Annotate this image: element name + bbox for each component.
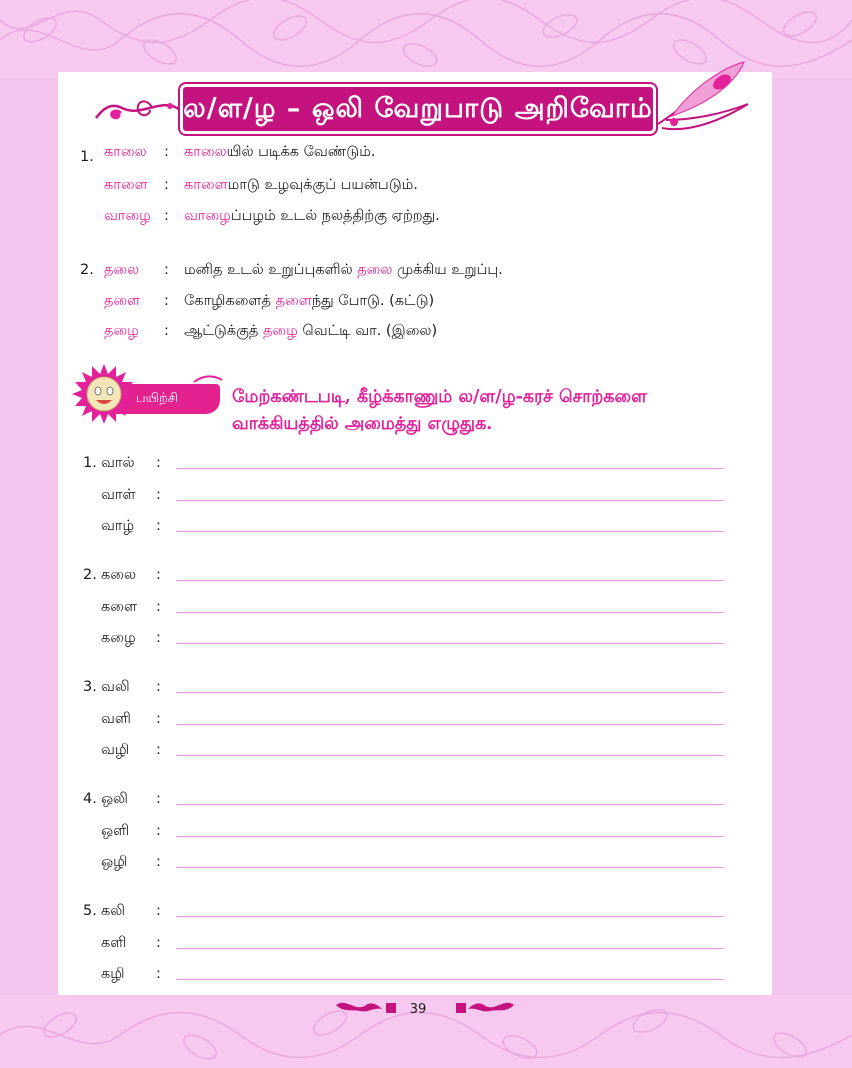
page-title: ல/ள/ழ – ஒலி வேறுபாடு அறிவோம் xyxy=(180,84,656,134)
example-word: காளை xyxy=(104,177,148,193)
highlight-word: தளை xyxy=(275,293,312,309)
exercise-word: கலை xyxy=(101,567,137,583)
example-sentence xyxy=(184,174,418,196)
example-colon: : xyxy=(164,262,169,278)
exercise-number: 1. xyxy=(83,455,97,471)
exercise-number: 5. xyxy=(83,903,97,919)
practice-label: பயிற்சி xyxy=(100,384,220,414)
title-banner xyxy=(92,80,752,136)
page-number: 39 xyxy=(409,1002,427,1017)
answer-line[interactable] xyxy=(176,916,724,917)
exercise-number: 3. xyxy=(83,679,97,695)
example-row xyxy=(104,259,503,281)
example-sentence xyxy=(184,290,434,312)
example-row xyxy=(104,205,440,227)
example-sentence xyxy=(184,141,375,163)
answer-line[interactable] xyxy=(176,804,724,805)
exercise-colon: : xyxy=(156,742,161,758)
example-sentence xyxy=(184,259,503,281)
exercise-word: கழை xyxy=(101,630,136,646)
sentence-rest: மாடு உழவுக்குப் பயன்படும். xyxy=(227,177,418,193)
answer-line[interactable] xyxy=(176,580,724,581)
answer-line[interactable] xyxy=(176,948,724,949)
answer-line[interactable] xyxy=(176,867,724,868)
practice-instruction xyxy=(232,384,742,438)
example-colon: : xyxy=(164,177,169,193)
exercise-colon: : xyxy=(156,630,161,646)
sentence-start: கோழிகளைத் xyxy=(184,293,276,309)
answer-line[interactable] xyxy=(176,755,724,756)
exercise-word: களை xyxy=(101,598,138,615)
instruction-line-2: வாக்கியத்தில் அமைத்து எழுதுக. xyxy=(232,414,493,434)
sentence-rest: ப்பழம் உடல் நலத்திற்கு ஏற்றது. xyxy=(230,208,440,224)
answer-line[interactable] xyxy=(176,468,724,469)
exercise-word: கலி xyxy=(101,903,126,919)
right-margin xyxy=(772,78,852,995)
exercise-word: வாள் xyxy=(101,486,136,503)
answer-line[interactable] xyxy=(176,612,724,613)
left-swirl-ornament xyxy=(92,88,182,128)
exercise-word: கழி xyxy=(101,966,125,982)
exercise-word: வாழ் xyxy=(101,518,135,534)
sentence-rest: யில் படிக்க வேண்டும். xyxy=(226,144,376,160)
answer-line[interactable] xyxy=(176,643,724,644)
exercise-word: வலி xyxy=(101,679,130,695)
example-colon: : xyxy=(164,144,169,160)
example-colon: : xyxy=(164,293,169,309)
exercise-word: ஒளி xyxy=(101,822,130,839)
sentence-rest: வெட்டி வா. (இலை) xyxy=(297,323,438,339)
sentence-rest: ந்து போடு. (கட்டு) xyxy=(311,293,435,309)
exercise-colon: : xyxy=(156,518,161,534)
example-sentence xyxy=(184,320,437,342)
exercise-word: ஒலி xyxy=(101,791,128,807)
answer-line[interactable] xyxy=(176,531,724,532)
exercise-number: 4. xyxy=(83,791,97,807)
example-word: தளை xyxy=(104,293,141,309)
sentence-rest: முக்கிய உறுப்பு. xyxy=(392,262,503,278)
exercise-colon: : xyxy=(156,854,161,870)
exercise-colon: : xyxy=(156,567,161,583)
instruction-line-1: மேற்கண்டபடி, கீழ்க்காணும் ல/ள/ழ-கரச் சொற்களை xyxy=(232,387,647,407)
exercise-word: வழி xyxy=(101,742,130,758)
exercise-colon: : xyxy=(156,903,161,919)
example-sentence xyxy=(184,205,440,227)
answer-line[interactable] xyxy=(176,500,724,501)
exercise-word: ஒழி xyxy=(101,854,128,870)
answer-line[interactable] xyxy=(176,836,724,837)
example-row xyxy=(104,141,376,163)
exercise-word: வளி xyxy=(101,710,131,727)
exercise-colon: : xyxy=(156,486,161,503)
exercise-colon: : xyxy=(156,710,161,727)
exercise-colon: : xyxy=(156,966,161,982)
sentence-start: ஆட்டுக்குத் xyxy=(184,323,263,339)
example-colon: : xyxy=(164,208,169,224)
highlight-word: தலை xyxy=(357,262,393,278)
answer-line[interactable] xyxy=(176,979,724,980)
example-word: காலை xyxy=(104,144,147,160)
exercise-colon: : xyxy=(156,934,161,951)
highlight-word: காலை xyxy=(184,144,227,160)
example-word: வாழை xyxy=(104,208,151,224)
highlight-word: தழை xyxy=(262,323,298,339)
example-row xyxy=(104,320,438,342)
example-number: 1. xyxy=(80,149,94,165)
example-word: தலை xyxy=(104,262,140,278)
example-row xyxy=(104,174,418,196)
feather-ornament xyxy=(652,58,752,134)
exercise-word: களி xyxy=(101,934,127,951)
exercise-number: 2. xyxy=(83,567,97,583)
exercise-colon: : xyxy=(156,679,161,695)
highlight-word: வாழை xyxy=(184,208,231,224)
highlight-word: காளை xyxy=(184,177,228,193)
example-row xyxy=(104,290,435,312)
exercise-colon: : xyxy=(156,791,161,807)
answer-line[interactable] xyxy=(176,692,724,693)
example-word: தழை xyxy=(104,323,139,339)
exercise-colon: : xyxy=(156,822,161,839)
example-number: 2. xyxy=(80,262,94,278)
exercise-word: வால் xyxy=(101,455,135,471)
sentence-start: மனித உடல் உறுப்புகளில் xyxy=(184,262,358,278)
exercise-colon: : xyxy=(156,598,161,615)
smiley-sun-icon xyxy=(66,362,226,432)
left-margin xyxy=(0,78,58,995)
answer-line[interactable] xyxy=(176,724,724,725)
exercise-colon: : xyxy=(156,455,161,471)
example-colon: : xyxy=(164,323,169,339)
